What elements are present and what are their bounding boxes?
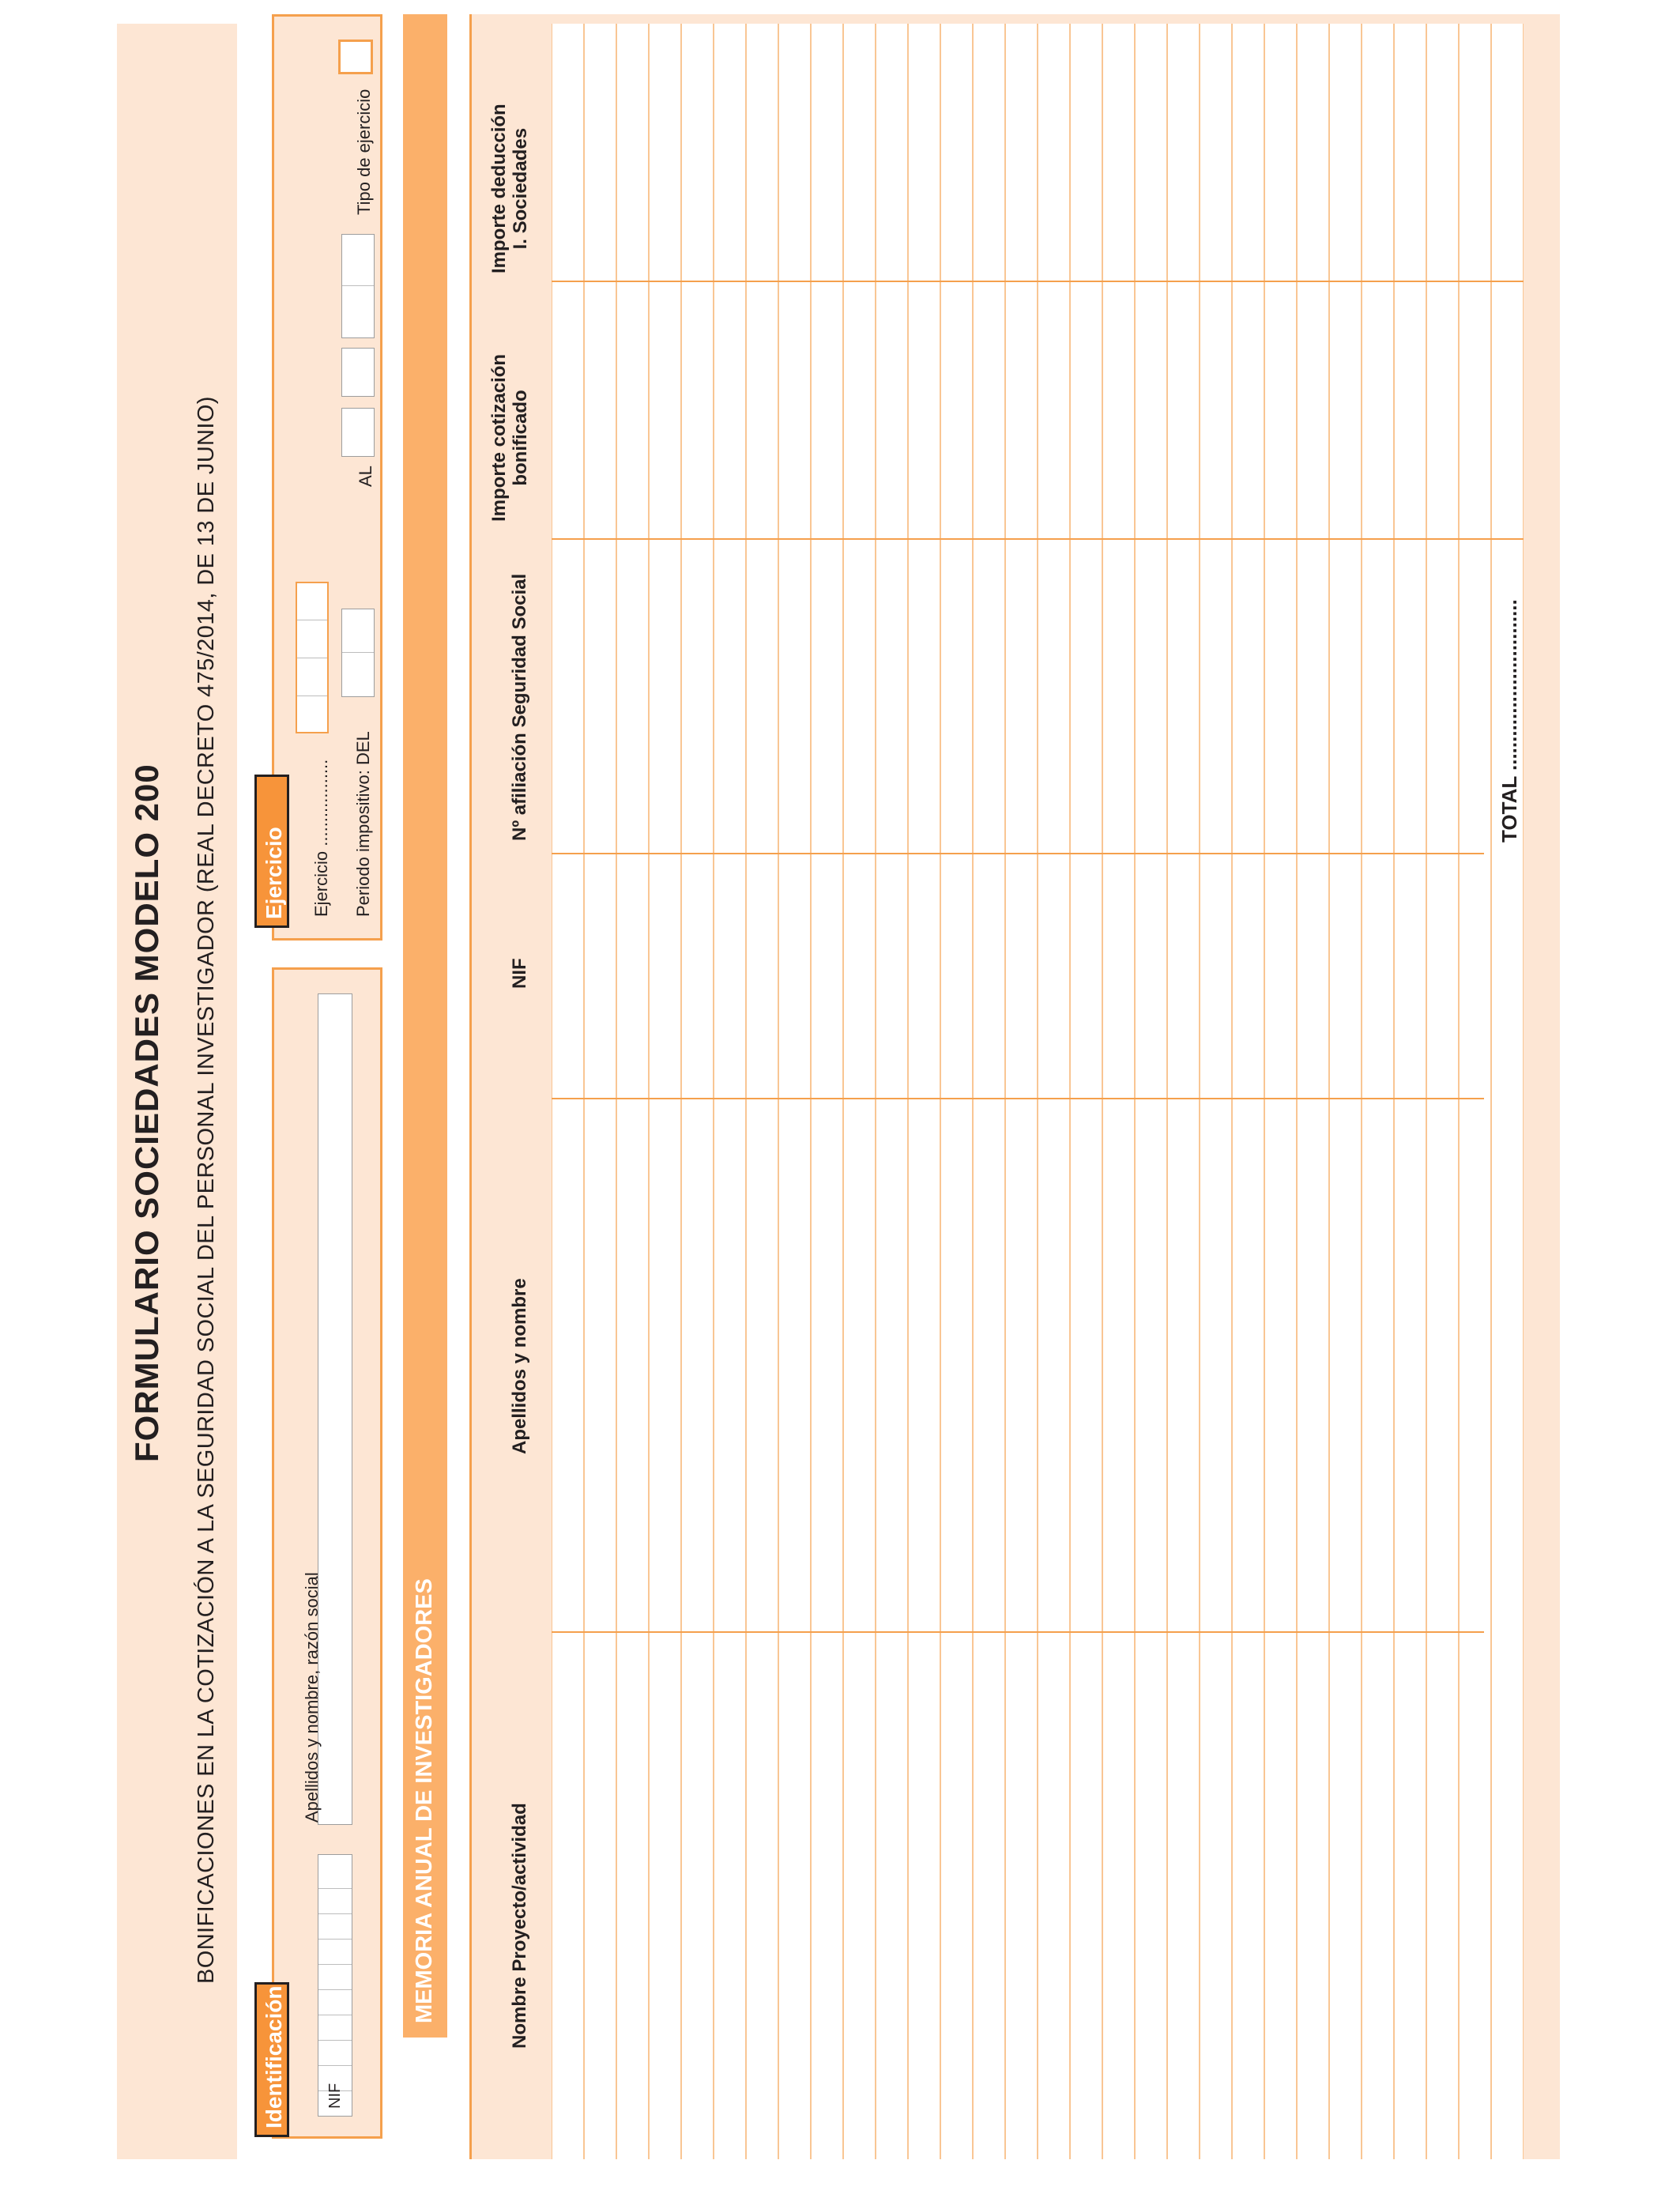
- tipo-ejercicio-checkbox[interactable]: [338, 40, 373, 74]
- column-header-deduccion: Importe deducción I. Sociedades: [488, 104, 531, 273]
- column-header-apellidos: Apellidos y nombre: [509, 1278, 530, 1454]
- column-header-afiliacion: Nº afiliación Seguridad Social: [509, 573, 530, 841]
- periodo-al-label: AL: [356, 466, 375, 487]
- nif-field[interactable]: [318, 1854, 352, 2117]
- razon-social-label: Apellidos y nombre, razón social: [302, 1572, 322, 1823]
- total-label: TOTAL ..............................: [1497, 599, 1521, 843]
- periodo-al-day-field[interactable]: [341, 408, 375, 457]
- identificacion-tab-label: Identificación: [262, 1985, 286, 2128]
- periodo-al-month-field[interactable]: [341, 348, 375, 397]
- form-title: FORMULARIO SOCIEDADES MODELO 200: [128, 763, 165, 1462]
- column-header-proyecto: Nombre Proyecto/actividad: [509, 1803, 530, 2049]
- ejercicio-label: Ejercicio ..................: [311, 759, 331, 917]
- tipo-ejercicio-label: Tipo de ejercicio: [354, 89, 374, 215]
- memoria-table-grid[interactable]: [552, 24, 1524, 2159]
- periodo-label: Periodo impositivo: DEL: [353, 731, 373, 917]
- ejercicio-tab-label: Ejercicio: [262, 827, 286, 919]
- periodo-al-year-field[interactable]: [341, 234, 375, 338]
- form-subtitle: BONIFICACIONES EN LA COTIZACIÓN A LA SEGURIDAD SOCIAL DEL PERSONAL INVESTIGADOR (REAL DECRETO 475/2014, DE 13 DE JUNIO): [194, 396, 219, 1984]
- ejercicio-field[interactable]: [296, 582, 329, 733]
- memoria-title: MEMORIA ANUAL DE INVESTIGADORES: [412, 1578, 437, 2023]
- razon-social-field[interactable]: [318, 993, 352, 1825]
- column-header-nif: NIF: [509, 958, 530, 989]
- table-grid-lines: [552, 24, 1524, 2159]
- nif-label: NIF: [326, 2083, 344, 2109]
- column-header-cotizacion: Importe cotización bonificado: [488, 353, 531, 522]
- periodo-del-field[interactable]: [341, 609, 375, 697]
